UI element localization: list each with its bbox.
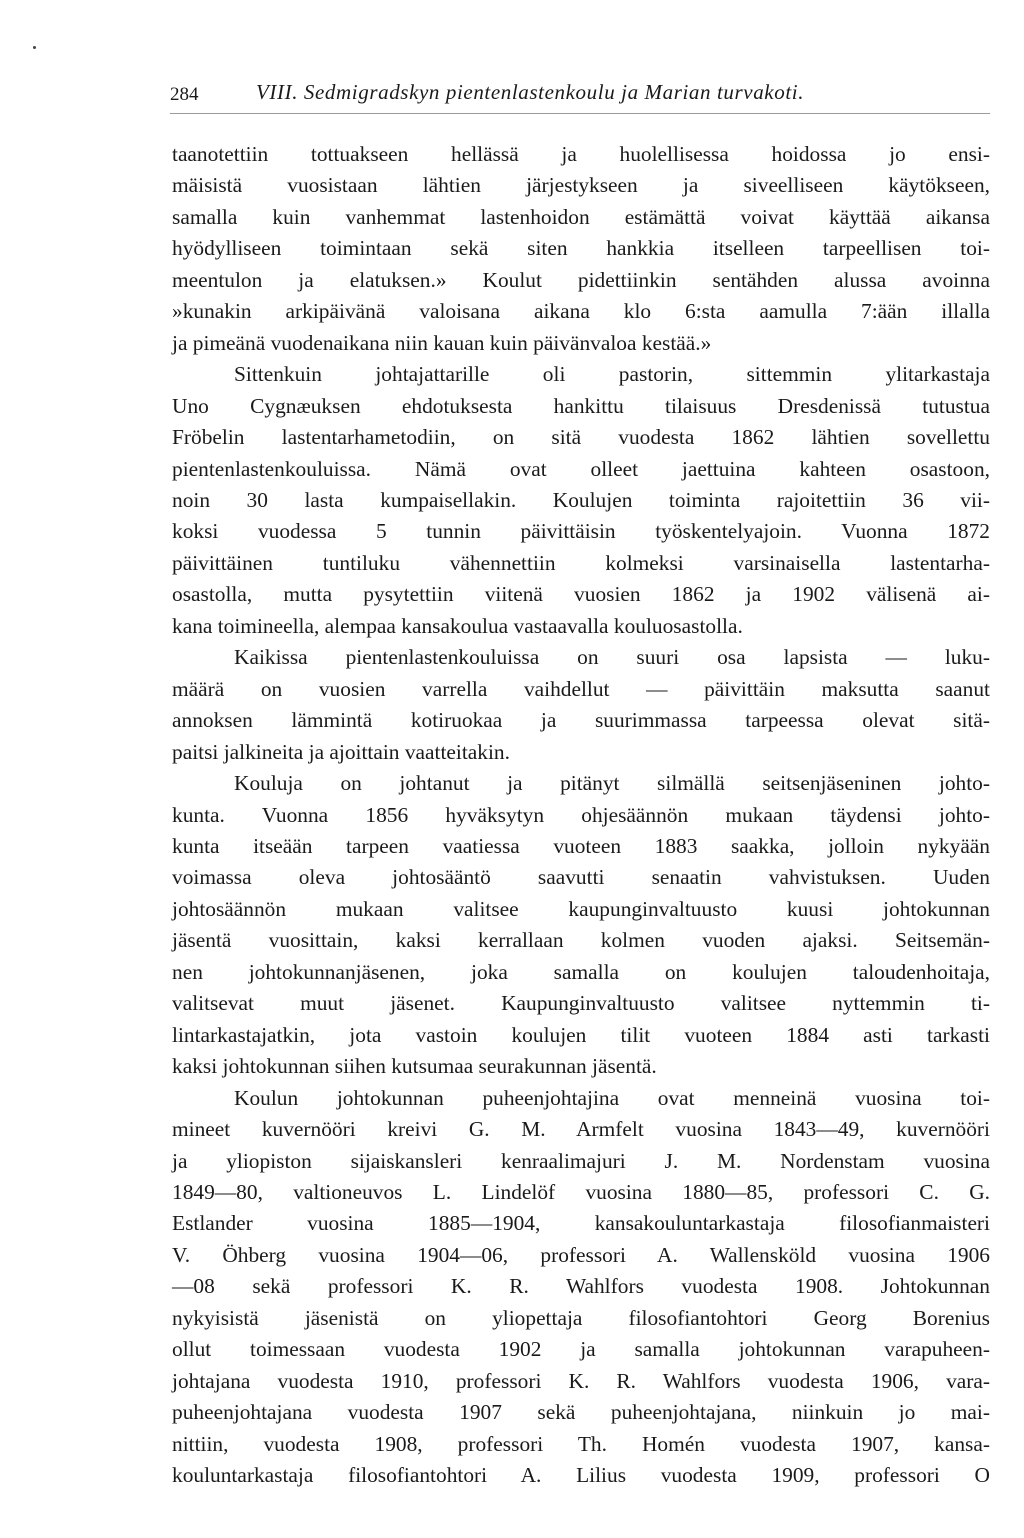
text-line: mäisistä vuosistaan lähtien järjestykseen ja siveelliseen käytökseen, — [172, 173, 990, 198]
text-line: mineet kuvernööri kreivi G. M. Armfelt vuosina 1843—49, kuvernööri — [172, 1117, 990, 1142]
text-line: Uno Cygnæuksen ehdotuksesta hankittu tilaisuus Dresdenissä tutustua — [172, 393, 990, 418]
text-line: Estlander vuosina 1885—1904, kansakouluntarkastaja filosofianmaisteri — [172, 1211, 990, 1236]
text-line: koksi vuodessa 5 tunnin päivittäisin työskentelyajoin. Vuonna 1872 — [172, 519, 990, 544]
text-line: määrä on vuosien varrella vaihdellut — päivittäin maksutta saanut — [172, 676, 990, 701]
text-line: V. Öhberg vuosina 1904—06, professori A. Wallensköld vuosina 1906 — [172, 1242, 990, 1267]
text-line: kaksi johtokunnan siihen kutsumaa seurakunnan jäsentä. — [172, 1054, 657, 1079]
text-line: annoksen lämmintä kotiruokaa ja suurimmassa tarpeessa olevat sitä- — [172, 708, 990, 733]
text-line: johtajana vuodesta 1910, professori K. R. Wahlfors vuodesta 1906, vara- — [172, 1368, 990, 1393]
text-line: »kunakin arkipäivänä valoisana aikana klo 6:sta aamulla 7:ään illalla — [172, 299, 990, 324]
text-line: Fröbelin lastentarhametodiin, on sitä vuodesta 1862 lähtien sovellettu — [172, 425, 990, 450]
text-line: samalla kuin vanhemmat lastenhoidon estämättä voivat käyttää aikansa — [172, 204, 990, 229]
text-line: Sittenkuin johtajattarille oli pastorin, sittemmin ylitarkastaja — [234, 362, 990, 387]
text-line: Kouluja on johtanut ja pitänyt silmällä seitsenjäseninen johto- — [234, 771, 990, 796]
running-header — [170, 78, 990, 118]
text-line: —08 sekä professori K. R. Wahlfors vuodesta 1908. Johtokunnan — [172, 1274, 990, 1299]
running-title: VIII. Sedmigradskyn pientenlastenkoulu ja Marian turvakoti. — [256, 80, 805, 104]
text-line: taanotettiin tottuakseen hellässä ja huolellisessa hoidossa jo ensi- — [172, 142, 990, 166]
text-line: jäsentä vuosittain, kaksi kerrallaan kolmen vuoden ajaksi. Seitsemän- — [172, 928, 990, 953]
text-line: päivittäinen tuntiluku vähennettiin kolmeksi varsinaisella lastentarha- — [172, 550, 990, 575]
text-line: ja yliopiston sijaiskansleri kenraalimajuri J. M. Nordenstam vuosina — [172, 1148, 990, 1173]
text-line: meentulon ja elatuksen.» Koulut pidettiinkin sentähden alussa avoinna — [172, 267, 990, 292]
text-line: puheenjohtajana vuodesta 1907 sekä puheenjohtajana, niinkuin jo mai- — [172, 1400, 990, 1425]
text-line: lintarkastajatkin, jota vastoin koulujen tilit vuoteen 1884 asti tarkasti — [172, 1022, 990, 1047]
text-line: ja pimeänä vuodenaikana niin kauan kuin päivänvaloa kestää.» — [172, 330, 712, 355]
text-line: nen johtokunnanjäsenen, joka samalla on koulujen taloudenhoitaja, — [172, 959, 990, 984]
text-line: 1849—80, valtioneuvos L. Lindelöf vuosina 1880—85, professori C. G. — [172, 1179, 990, 1204]
text-line: nykyisistä jäsenistä on yliopettaja filosofiantohtori Georg Borenius — [172, 1305, 990, 1330]
text-line: valitsevat muut jäsenet. Kaupunginvaltuusto valitsee nyttemmin ti- — [172, 991, 990, 1016]
text-line: nittiin, vuodesta 1908, professori Th. Homén vuodesta 1907, kansa- — [172, 1431, 990, 1456]
header-rule — [170, 113, 990, 114]
text-line: paitsi jalkineita ja ajoittain vaatteitakin. — [172, 739, 510, 764]
print-speck — [33, 46, 36, 49]
body-text — [172, 139, 990, 1491]
text-line: ollut toimessaan vuodesta 1902 ja samalla johtokunnan varapuheen- — [172, 1337, 990, 1362]
text-line: osastolla, mutta pysytettiin viitenä vuosien 1862 ja 1902 välisenä ai- — [172, 582, 990, 607]
text-line: Koulun johtokunnan puheenjohtajina ovat menneinä vuosina toi- — [234, 1085, 990, 1110]
text-line: Kaikissa pientenlastenkouluissa on suuri osa lapsista — luku- — [234, 645, 990, 670]
page-number: 284 — [170, 84, 199, 105]
text-line: pientenlastenkouluissa. Nämä ovat olleet jaettuina kahteen osastoon, — [172, 456, 990, 481]
text-line: kana toimineella, alempaa kansakoulua vastaavalla kouluosastolla. — [172, 613, 743, 638]
text-line: johtosäännön mukaan valitsee kaupunginvaltuusto kuusi johtokunnan — [172, 896, 990, 921]
text-line: kunta. Vuonna 1856 hyväksytyn ohjesäännön mukaan täydensi johto- — [172, 802, 990, 827]
text-line: noin 30 lasta kumpaisellakin. Koulujen toiminta rajoitettiin 36 vii- — [172, 487, 990, 512]
text-line: kouluntarkastaja filosofiantohtori A. Lilius vuodesta 1909, professori O — [172, 1463, 990, 1488]
text-line: voimassa oleva johtosääntö saavutti senaatin vahvistuksen. Uuden — [172, 865, 990, 890]
text-line: kunta itseään tarpeen vaatiessa vuoteen 1883 saakka, jolloin nykyään — [172, 833, 990, 858]
text-line: hyödylliseen toimintaan sekä siten hankkia itselleen tarpeellisen toi- — [172, 236, 990, 261]
